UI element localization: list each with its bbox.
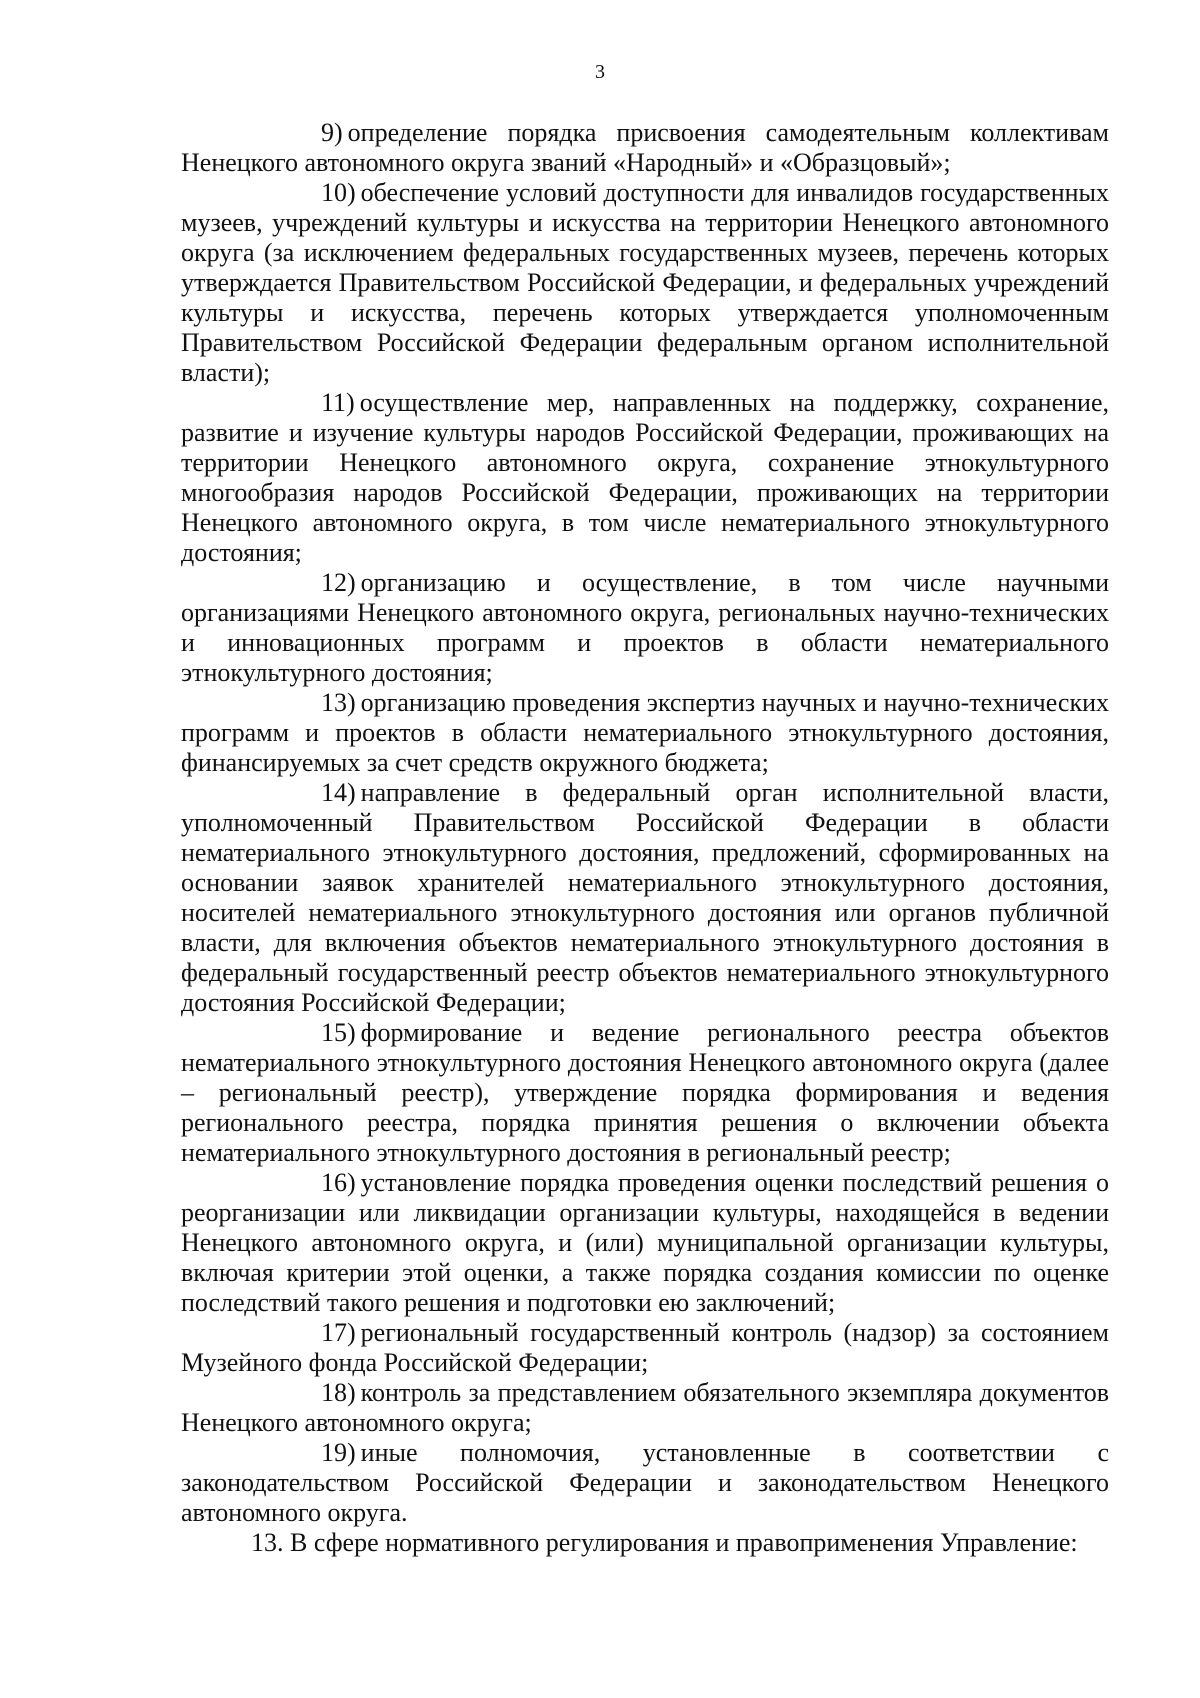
- clause-13-heading: 13. В сфере нормативного регулирования и правоприменения Управление:: [251, 1528, 1078, 1557]
- item-number: 13): [321, 688, 356, 717]
- item-number: 16): [321, 1168, 356, 1197]
- list-item-10: [181, 178, 1109, 388]
- list-item-14: [181, 778, 1109, 1018]
- item-number: 12): [321, 568, 356, 597]
- item-number: 14): [321, 778, 356, 807]
- item-text: формирование и ведение регионального реестра объектов нематериального этнокультурного достояния Ненецкого автономного округа (далее – региональный реестр), утверждение порядка формирования и ведения регионального реестра, порядка принятия решения о включении объекта нематериального этнокультурного достояния в региональный реестр;: [181, 1018, 1109, 1167]
- item-text: организацию проведения экспертиз научных и научно-технических программ и проектов в области нематериального этнокультурного достояния, финансируемых за счет средств окружного бюджета;: [181, 688, 1109, 777]
- item-text: региональный государственный контроль (надзор) за состоянием Музейного фонда Российской Федерации;: [181, 1318, 1109, 1377]
- page-number: 3: [595, 61, 605, 83]
- item-number: 15): [321, 1018, 356, 1047]
- item-number: 10): [321, 178, 356, 207]
- document-body: [181, 118, 1109, 1558]
- item-number: 9): [321, 118, 343, 147]
- item-text: обеспечение условий доступности для инвалидов государственных музеев, учреждений культуры и искусства на территории Ненецкого автономного округа (за исключением федеральных государственных музеев, перечень которых утверждается Правительством Российской Федерации, и федеральных учреждений культуры и искусства, перечень которых утверждается уполномоченным Правительством Российской Федерации федеральным органом исполнительной власти);: [181, 178, 1109, 387]
- list-item-15: [181, 1018, 1109, 1168]
- item-text: иные полномочия, установленные в соответствии с законодательством Российской Федерации и законодательством Ненецкого автономного округа.: [181, 1438, 1109, 1527]
- item-text: установление порядка проведения оценки последствий решения о реорганизации или ликвидации организации культуры, находящейся в ведении Ненецкого автономного округа, и (или) муниципальной организации культуры, включая критерии этой оценки, а также порядка создания комиссии по оценке последствий такого решения и подготовки ею заключений;: [181, 1168, 1109, 1317]
- item-number: 19): [321, 1438, 356, 1467]
- list-item-12: [181, 568, 1109, 688]
- list-item-19: [181, 1438, 1109, 1528]
- item-text: организацию и осуществление, в том числе научными организациями Ненецкого автономного округа, региональных научно-технических и инновационных программ и проектов в области нематериального этнокультурного достояния;: [181, 568, 1109, 687]
- item-number: 17): [321, 1318, 356, 1347]
- list-item-16: [181, 1168, 1109, 1318]
- list-item-11: [181, 388, 1109, 568]
- item-text: осуществление мер, направленных на поддержку, сохранение, развитие и изучение культуры народов Российской Федерации, проживающих на территории Ненецкого автономного округа, сохранение этнокультурного многообразия народов Российской Федерации, проживающих на территории Ненецкого автономного округа, в том числе нематериального этнокультурного достояния;: [181, 388, 1109, 567]
- item-text: направление в федеральный орган исполнительной власти, уполномоченный Правительством Российской Федерации в области нематериального этнокультурного достояния, предложений, сформированных на основании заявок хранителей нематериального этнокультурного достояния, носителей нематериального этнокультурного достояния или органов публичной власти, для включения объектов нематериального этнокультурного достояния в федеральный государственный реестр объектов нематериального этнокультурного достояния Российской Федерации;: [181, 778, 1109, 1017]
- list-item-18: [181, 1378, 1109, 1438]
- list-item-17: [181, 1318, 1109, 1378]
- item-text: определение порядка присвоения самодеятельным коллективам Ненецкого автономного округа званий «Народный» и «Образцовый»;: [181, 118, 1109, 177]
- item-text: контроль за представлением обязательного экземпляра документов Ненецкого автономного округа;: [181, 1378, 1109, 1437]
- item-number: 11): [321, 388, 355, 417]
- item-number: 18): [321, 1378, 356, 1407]
- list-item-13: [181, 688, 1109, 778]
- list-item-9: [181, 118, 1109, 178]
